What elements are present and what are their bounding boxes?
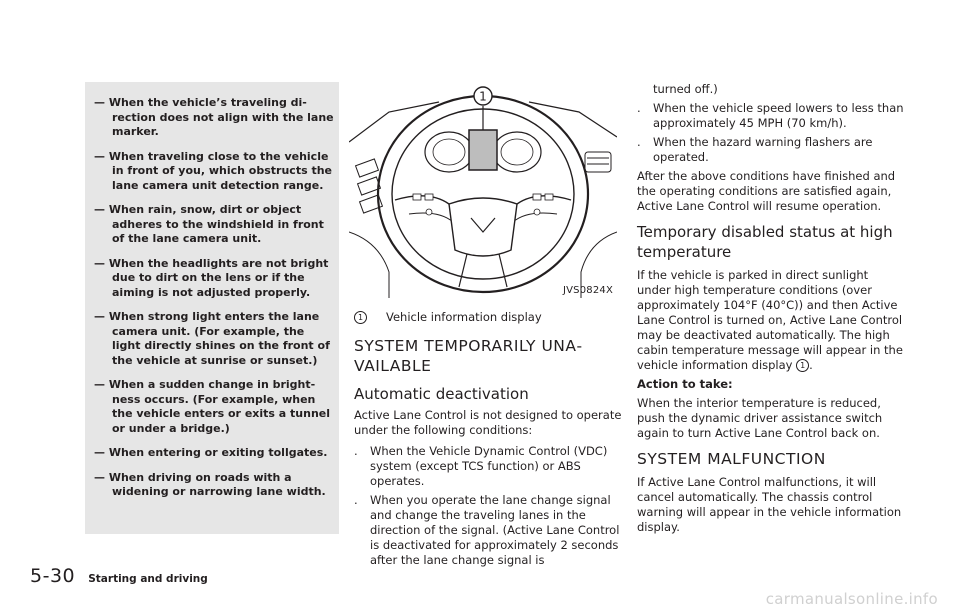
paragraph: After the above conditions have finished and the operating conditions are satisfied again, Active Lane Control will resume operation. bbox=[637, 169, 896, 213]
section-heading: SYSTEM TEMPORARILY UNAVAILABLE bbox=[354, 337, 583, 375]
subsection-heading: Automatic deactivation bbox=[354, 385, 529, 403]
conditions-list bbox=[94, 96, 334, 510]
middle-column bbox=[354, 336, 624, 572]
list-item: — When strong light enters the lane camera unit. (For example, the light directly shines on the front of the vehicle at sunrise or sunset.) bbox=[94, 310, 330, 367]
list-item: — When rain, snow, dirt or object adheres to the windshield in front of the lane camera unit. bbox=[94, 203, 324, 245]
subsection-heading: Temporary disabled status at high temperature bbox=[637, 223, 893, 261]
page-footer bbox=[30, 565, 208, 587]
list-item bbox=[637, 135, 905, 165]
list-item bbox=[637, 101, 905, 131]
list-item: — When the headlights are not bright due to dirt on the lens or if the aiming is not adjusted properly. bbox=[94, 256, 329, 299]
bullet-text: When you operate the lane change signal and change the traveling lanes in the direction of the signal. (Active Lane Control is deactivated for approximately 2 seconds after the lane change signal is bbox=[370, 493, 620, 567]
circled-number-icon: 1 bbox=[354, 311, 367, 324]
paragraph: Active Lane Control is not designed to operate under the following conditions: bbox=[354, 408, 622, 437]
section-heading: SYSTEM MALFUNCTION bbox=[637, 450, 826, 468]
circled-number-icon: 1 bbox=[796, 359, 809, 372]
paragraph: If Active Lane Control malfunctions, it will cancel automatically. The chassis control warning will appear in the vehicle information display. bbox=[637, 475, 902, 534]
callout-number: 1 bbox=[479, 89, 487, 104]
caption-text: Vehicle information display bbox=[386, 310, 542, 324]
list-item: — When traveling close to the vehicle in front of you, which obstructs the lane camera unit detection range. bbox=[94, 149, 332, 192]
list-item: — When entering or exiting tollgates. bbox=[94, 446, 328, 459]
bullet-icon: . bbox=[637, 135, 641, 149]
paragraph-text: If the vehicle is parked in direct sunlight under high temperature conditions (over approximately 104°F (40°C)) and then Active Lane Control is turned on, Active Lane Control may be deactivated automatically. The high cabin temperature message will appear in the vehicle information display bbox=[637, 268, 903, 372]
bullet-text: When the Vehicle Dynamic Control (VDC) system (except TCS function) or ABS operates. bbox=[370, 444, 608, 488]
paragraph: If the vehicle is parked in direct sunlight under high temperature conditions (over approximately 104°F (40°C)) and then Active Lane Control is turned on, Active Lane Control may be deactivated automatically. The high cabin temperature message will appear in the vehicle information display 1 . bbox=[637, 268, 903, 372]
bullet-icon: . bbox=[354, 493, 358, 507]
bullet-icon: . bbox=[354, 444, 358, 458]
paragraph: When the interior temperature is reduced, push the dynamic driver assistance switch again to turn Active Lane Control back on. bbox=[637, 396, 883, 440]
steering-wheel-illustration bbox=[349, 82, 617, 298]
watermark: carmanualsonline.info bbox=[765, 590, 938, 608]
bullet-icon: . bbox=[637, 101, 641, 115]
list-item: — When the vehicle’s traveling direction does not align with the lane marker. bbox=[94, 96, 334, 138]
list-item bbox=[354, 444, 624, 489]
bullet-text: When the hazard warning flashers are operated. bbox=[653, 135, 873, 164]
steering-wheel-figure bbox=[349, 82, 617, 298]
bullet-text: When the vehicle speed lowers to less than approximately 45 MPH (70 km/h). bbox=[653, 101, 904, 130]
list-item bbox=[354, 493, 624, 568]
list-item: — When a sudden change in brightness occurs. (For example, when the vehicle enters or exits a tunnel or under a bridge.) bbox=[94, 378, 331, 435]
right-column bbox=[637, 82, 905, 535]
figure-code: JVS0824X bbox=[562, 285, 613, 296]
continuation-text: turned off.) bbox=[653, 82, 718, 96]
action-label: Action to take: bbox=[637, 377, 733, 391]
page-number: 5-30 bbox=[30, 565, 76, 587]
list-item: — When driving on roads with a widening or narrowing lane width. bbox=[94, 470, 326, 498]
section-name: Starting and driving bbox=[88, 573, 208, 585]
